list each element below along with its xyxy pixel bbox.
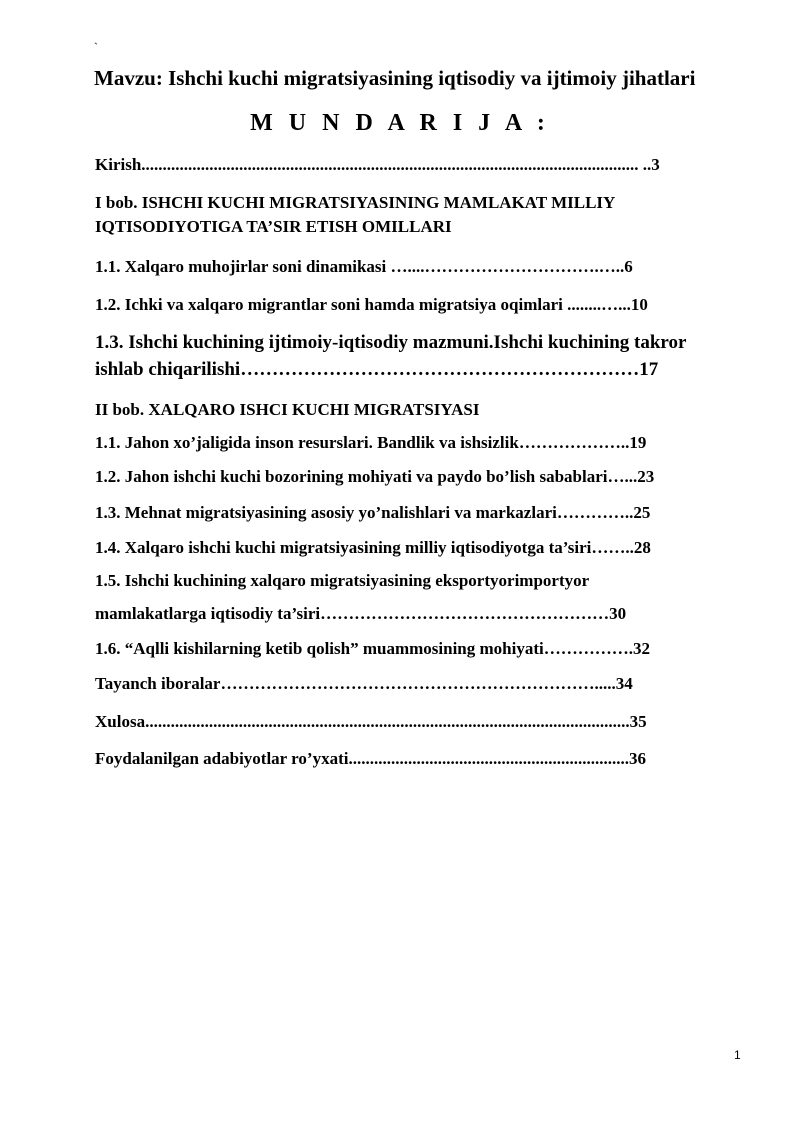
page-number: 1 <box>734 1048 741 1062</box>
toc-entry-2-1: 1.1. Jahon xo’jaligida inson resurslari. Bandlik va ishsizlik………………..19 <box>95 433 647 452</box>
toc-entry-1-1: 1.1. Xalqaro muhojirlar soni dinamikasi …....………………………….…..6 <box>95 257 633 276</box>
toc-chapter-1-line-1: I bob. ISHCHI KUCHI MIGRATSIYASINING MAMLAKAT MILLIY <box>95 193 616 212</box>
toc-entry-2-5-line-2: mamlakatlarga iqtisodiy ta’siri……………………………………………30 <box>95 604 627 623</box>
toc-entry-key-terms: Tayanch iboralar………………………………………………………….....34 <box>95 674 633 693</box>
toc-entry-2-4: 1.4. Xalqaro ishchi kuchi migratsiyasining milliy iqtisodiyotga ta’siri……..28 <box>95 538 651 557</box>
stray-mark: ` <box>94 40 98 54</box>
toc-entry-conclusion: Xulosa..................................................................................................................35 <box>95 712 647 731</box>
toc-chapter-1-line-2: IQTISODIYOTIGA TA’SIR ETISH OMILLARI <box>95 217 452 236</box>
toc-entry-2-2: 1.2. Jahon ishchi kuchi bozorining mohiyati va paydo bo’lish sabablari…...23 <box>95 467 655 486</box>
toc-entry-references: Foydalanilgan adabiyotlar ro’yxati..................................................................36 <box>95 749 646 768</box>
toc-heading: M U N D A R I J A : <box>250 110 550 136</box>
toc-entry-2-3: 1.3. Mehnat migratsiyasining asosiy yo’nalishlari va markazlari…………..25 <box>95 503 651 522</box>
subject-title: Mavzu: Ishchi kuchi migratsiyasining iqtisodiy va ijtimoiy jihatlari <box>94 66 696 90</box>
toc-entry-2-5-line-1: 1.5. Ishchi kuchining xalqaro migratsiyasining eksportyorimportyor <box>95 571 590 590</box>
toc-entry-1-3-line-2: ishlab chiqarilishi………………………………………………………17 <box>95 359 659 380</box>
toc-entry-2-6: 1.6. “Aqlli kishilarning ketib qolish” muammosining mohiyati…………….32 <box>95 639 650 658</box>
toc-chapter-2: II bob. XALQARO ISHCI KUCHI MIGRATSIYASI <box>95 400 480 419</box>
toc-entry-1-2: 1.2. Ichki va xalqaro migrantlar soni hamda migratsiya oqimlari ........…...10 <box>95 295 648 314</box>
toc-entry-1-3-line-1: 1.3. Ishchi kuchining ijtimoiy-iqtisodiy mazmuni.Ishchi kuchining takror <box>95 332 687 353</box>
toc-entry-introduction: Kirish..................................................................................................................... ..3 <box>95 155 660 174</box>
